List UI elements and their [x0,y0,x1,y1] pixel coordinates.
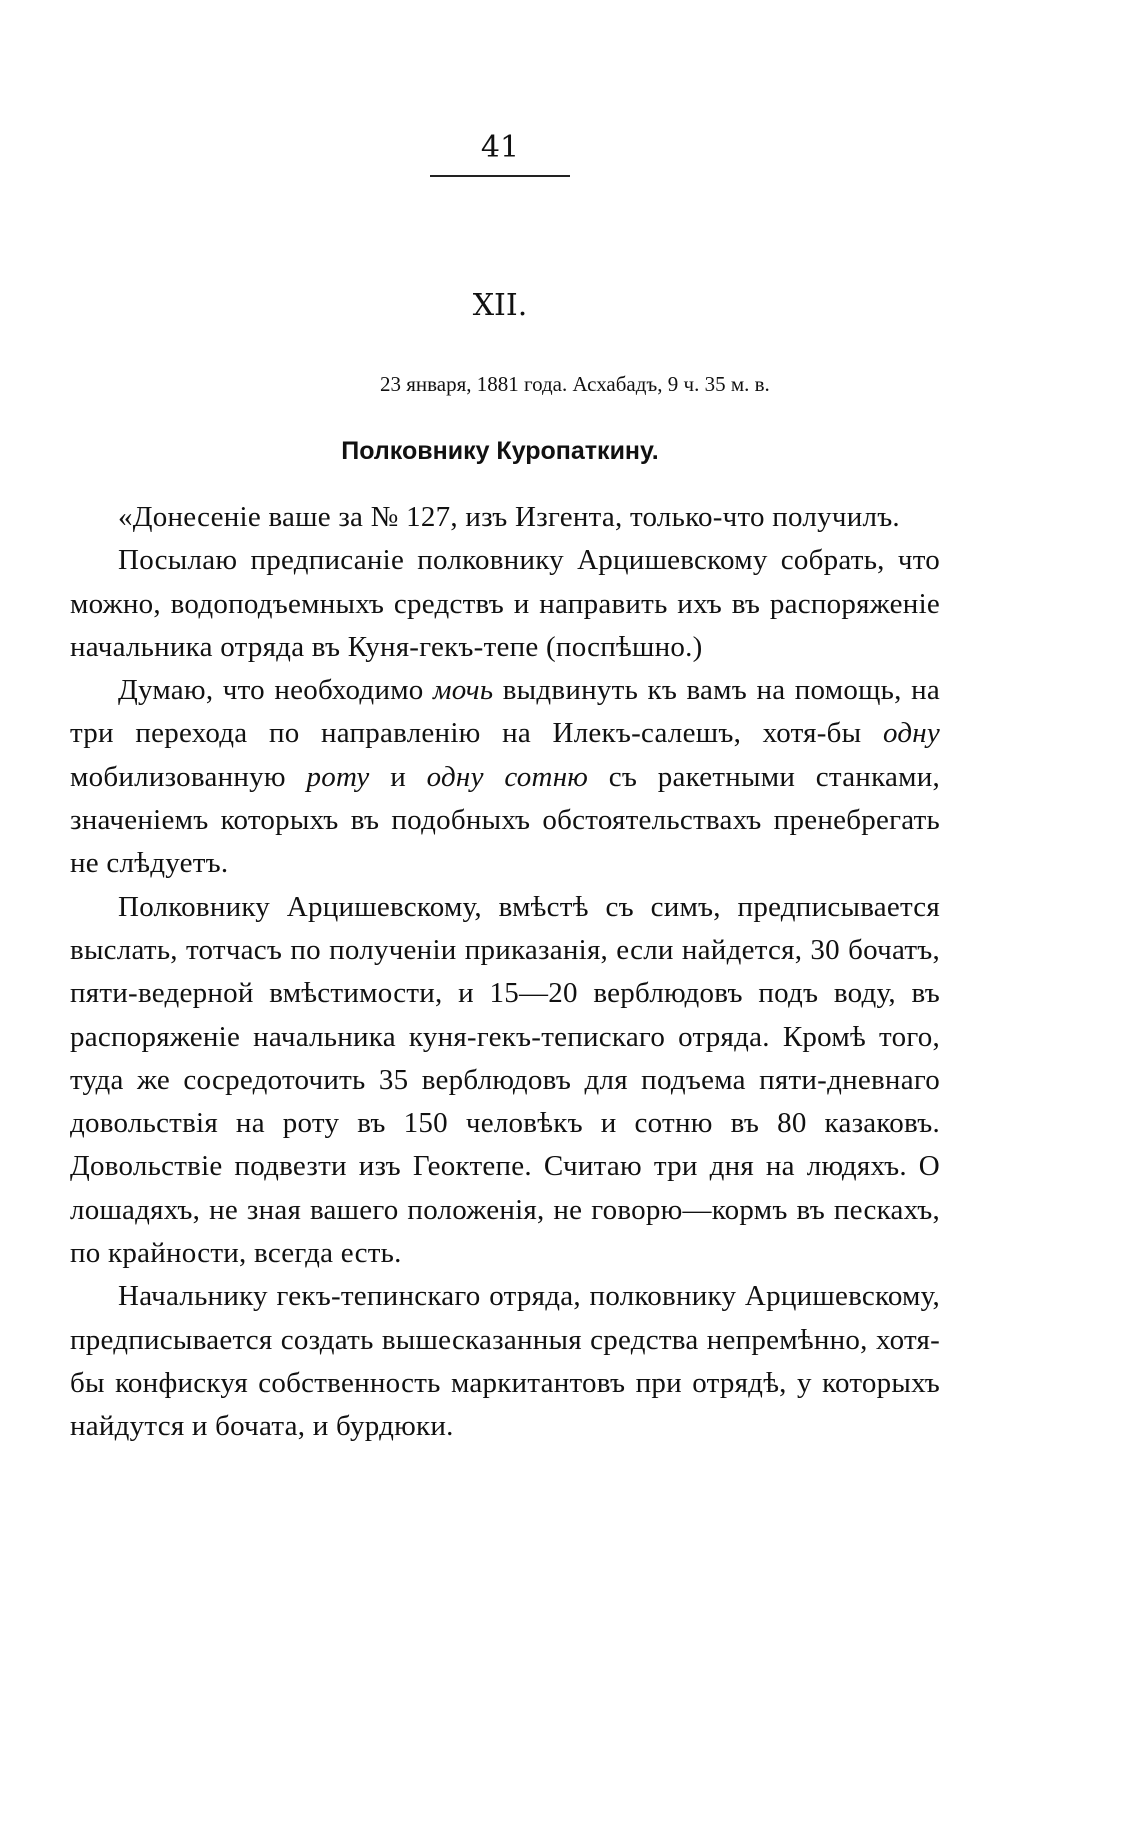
text-run: съ ракетными станками, значеніемъ которыхъ въ подобныхъ обстоятельствахъ пренебрегать не слѣдуетъ. [70,760,940,880]
text-run: и [369,760,427,793]
italic-run: одну сотню [426,760,589,793]
paragraph-3 [70,669,940,885]
italic-run: роту [306,760,370,793]
text-run: мобилизованную [70,760,307,793]
paragraph-4: Полковнику Арцишевскому, вмѣстѣ съ симъ, предписывается выслать, тотчасъ по полученіи приказанія, если найдется, 30 бочатъ, пяти-ведерной вмѣстимости, и 15—20 верблюдовъ подъ воду, въ распоряженіе начальника куня-гекъ-тепискаго отряда. Кромѣ того, туда же сосредоточить 35 верблюдовъ для подъема пяти-дневнаго довольствія на роту въ 150 человѣкъ и сотню въ 80 казаковъ. Довольствіе подвезти изъ Геоктепе. Считаю три дня на людяхъ. О лошадяхъ, не зная вашего положенія, не говорю—кормъ въ пескахъ, по крайности, всегда есть. [70,890,940,1270]
section-number: XII. [472,288,528,323]
italic-run: одну [882,717,940,750]
addressee: Полковнику Куропаткину. [341,437,659,465]
text-run: Думаю, что необходимо [118,674,433,707]
text-run: выдвинуть къ вамъ на помощь, на три перехода по направленію на Илекъ-салешъ, хотя-бы [70,674,940,750]
paragraph-1: «Донесеніе ваше за № 127, изъ Изгента, только-что получилъ. [118,501,900,533]
page-number: 41 [480,130,520,165]
page-number-rule [430,175,570,177]
italic-run: мочь [433,674,494,707]
paragraph-2: Посылаю предписаніе полковнику Арцишевскому собрать, что можно, водоподъемныхъ средствъ и направить ихъ въ распоряженіе начальника отряда въ Куня-гекъ-тепе (поспѣшно.) [70,544,940,663]
paragraph-5: Начальнику гекъ-тепинскаго отряда, полковнику Арцишевскому, предписывается создать вышесказанныя средства непремѣнно, хотя-бы конфискуя собственность маркитантовъ при отрядѣ, у которыхъ найдутся и бочата, и бурдюки. [70,1280,940,1443]
letter-body [70,496,940,1449]
dateline: 23 января, 1881 года. Асхабадъ, 9 ч. 35 м. в. [380,372,770,396]
